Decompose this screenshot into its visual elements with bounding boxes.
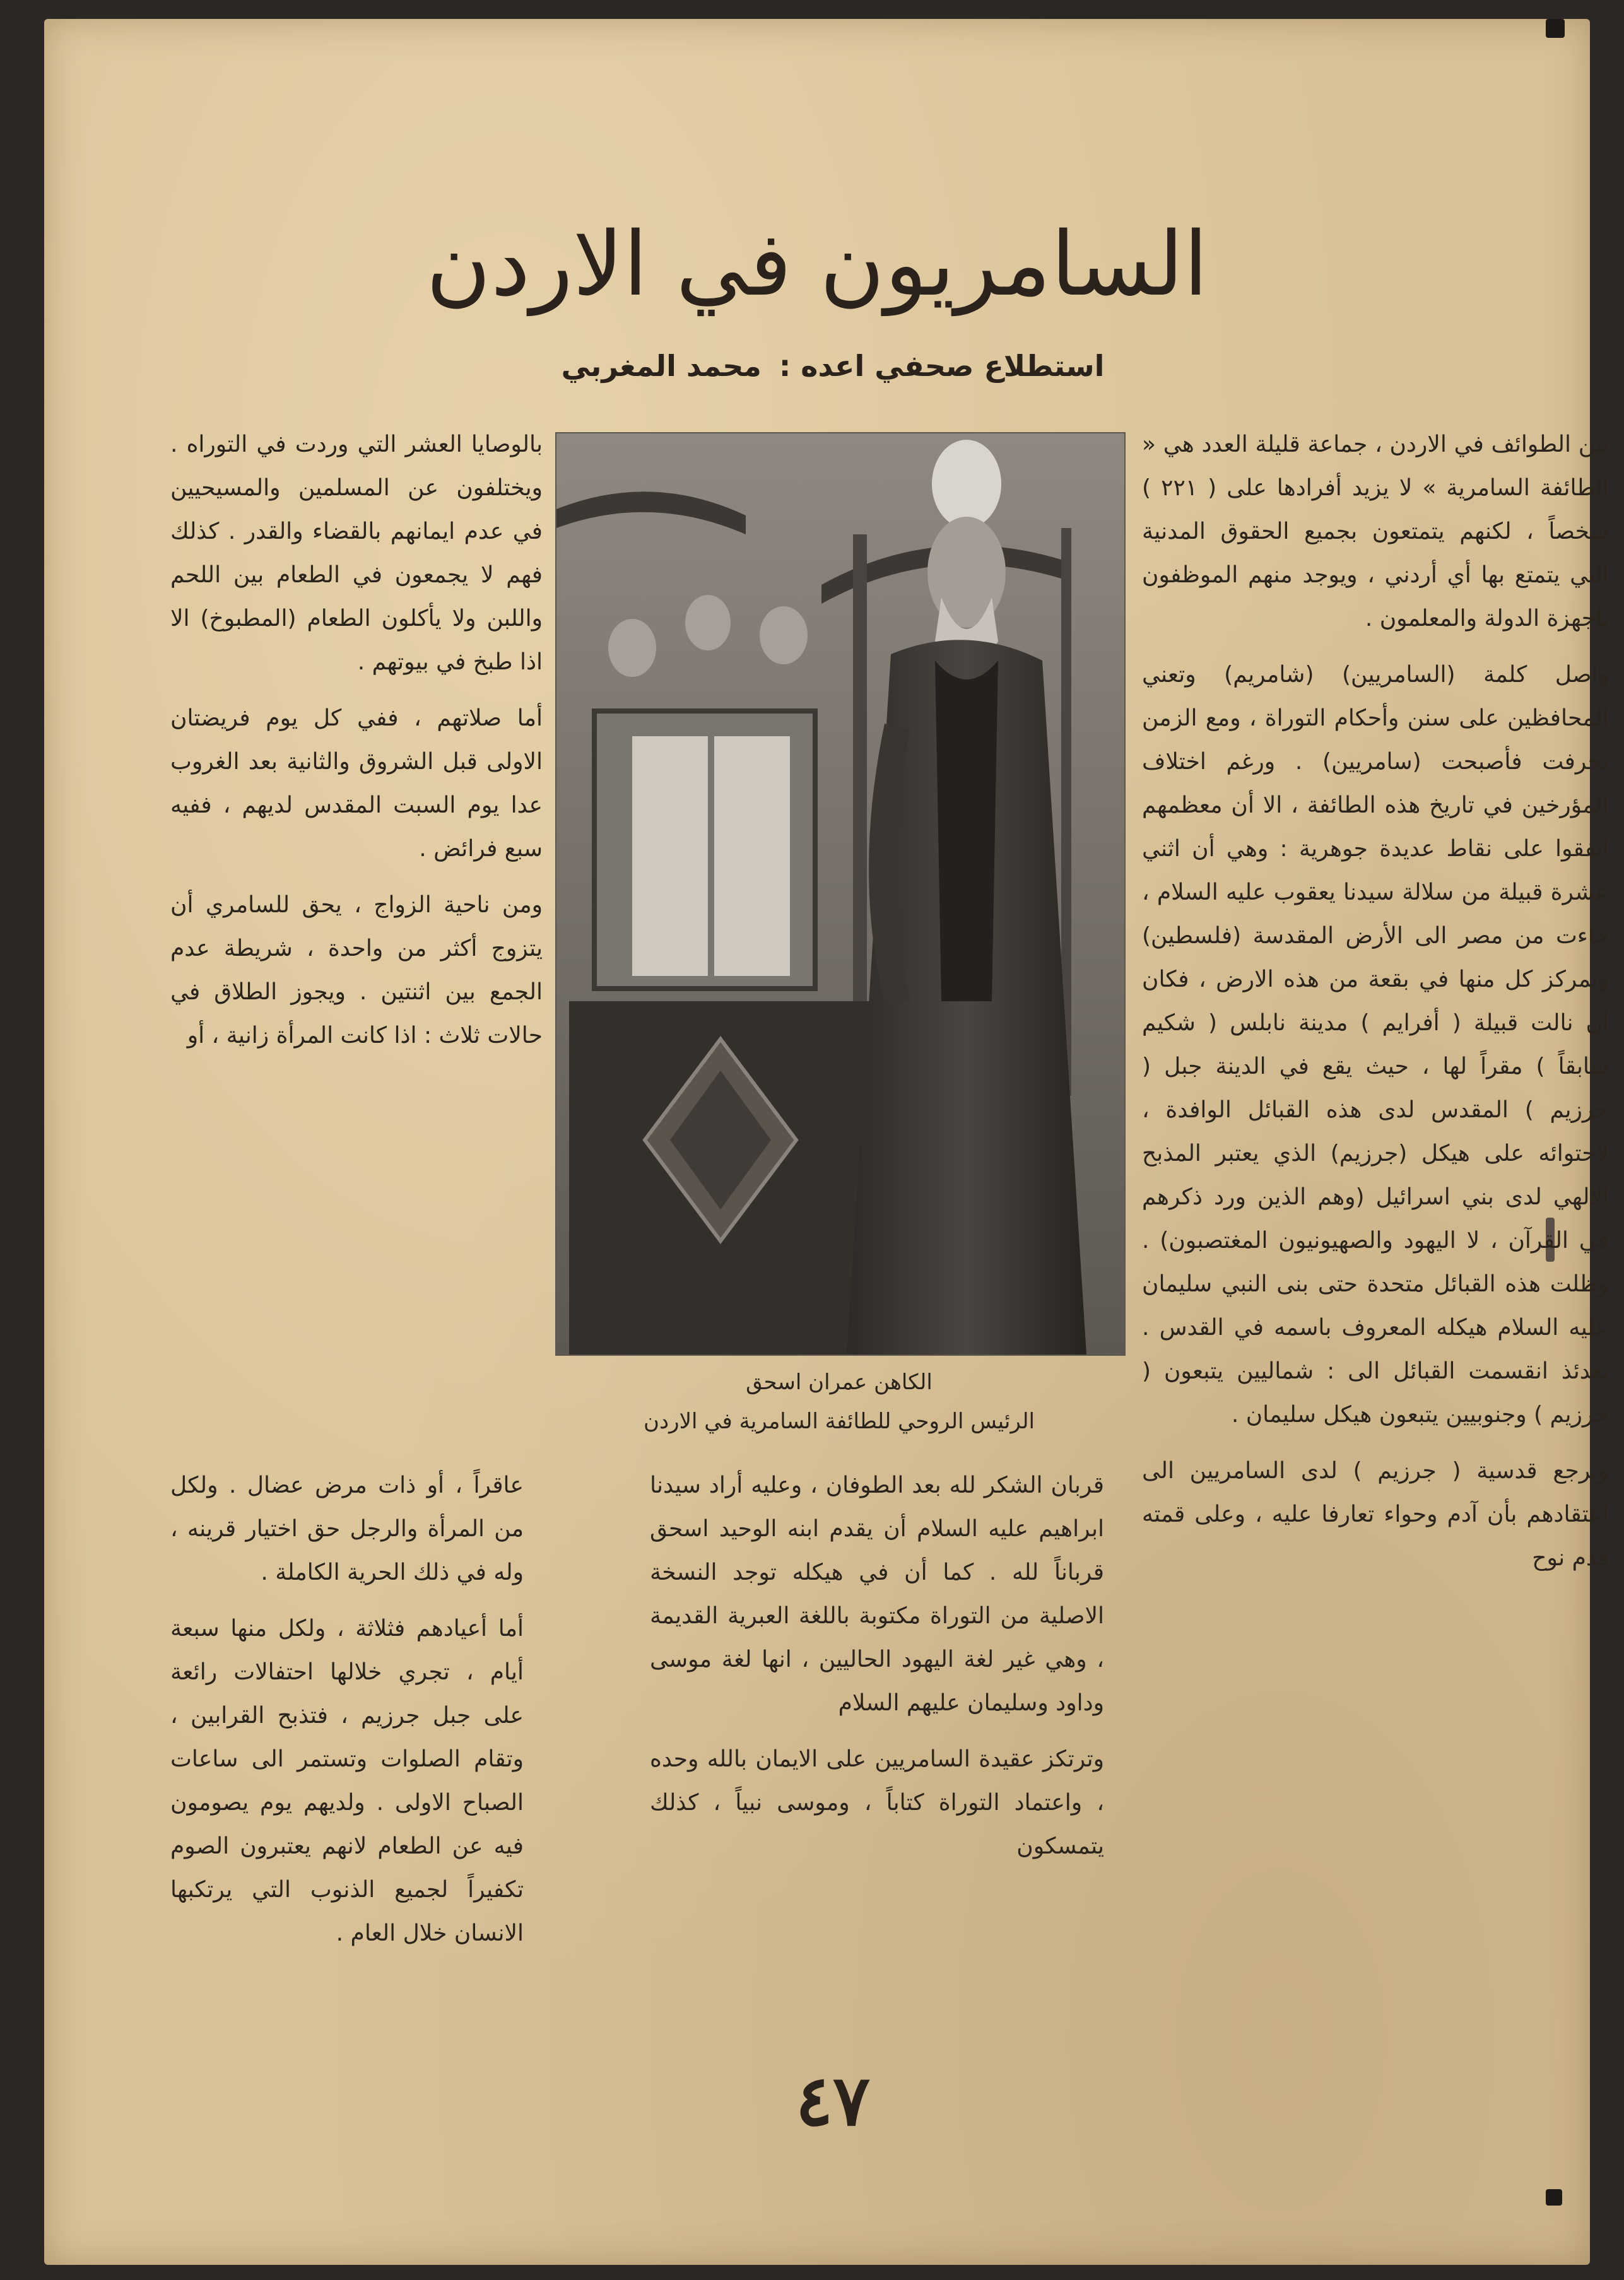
paragraph: أما صلاتهم ، ففي كل يوم فريضتان الاولى قبل الشروق والثانية بعد الغروب عدا يوم السبت المقدس لديهم ، ففيه سبع فرائض .: [170, 705, 543, 862]
paragraph: واصل كلمة (السامريين) (شامريم) وتعني المحافظين على سنن وأحكام التوراة ، ومع الزمن تحرفت فأصبحت (سامريين) . ورغم اختلاف المؤرخين في تاريخ هذه الطائفة ، الا أن معظمهم اتفقوا على نقاط عديدة جوهرية : وهي أن اثني عشرة قبيلة من سلالة سيدنا يعقوب عليه السلام ، جاءت من مصر الى الأرض المقدسة (فلسطين) وتمركز كل منها في بقعة من هذه الارض ، فكان أن نالت قبيلة ( أفرايم ) مدينة نابلس ( شكيم سابقاً ) مقراً لها ، حيث يقع في الدينة جبل ( جرزيم ) المقدس لدى هذه القبائل الوافدة ، لاحتوائه على هيكل (جرزيم) الذي يعتبر المذبح الالهي لدى بني اسرائيل (وهم الذين ورد ذكرهم في القرآن ، لا اليهود والصهيونيون المغتصبون) . وظلت هذه القبائل متحدة حتى بنى النبي سليمان عليه السلام هيكله المعروف باسمه في القدس . بعدئذ انقسمت القبائل الى : شماليين يتبعون ( جرزيم ) وجنوبيين يتبعون هيكل سليمان .: [1142, 662, 1609, 1428]
paragraph: بالوصايا العشر التي وردت في التوراه . ويختلفون عن المسلمين والمسيحيين في عدم ايمانهم بالقضاء والقدر . كذلك فهم لا يجمعون في الطعام بين اللحم واللبن ولا يأكلون الطعام (المطبوخ) الا اذا طبخ في بيوتهم .: [170, 432, 543, 675]
caption-name: الكاهن عمران اسحق: [746, 1370, 933, 1395]
article-title: السامريون في الاردن: [426, 213, 1208, 316]
paragraph: وترجع قدسية ( جرزيم ) لدى السامريين الى اعتقادهم بأن آدم وحواء تعارفا عليه ، وعلى قمته قدم نوح: [1142, 1458, 1609, 1571]
paragraph: قربان الشكر لله بعد الطوفان ، وعليه أراد سيدنا ابراهيم عليه السلام أن يقدم ابنه الوحيد اسحق قرباناً لله . كما أن في هيكله توجد النسخة الاصلية من التوراة مكتوبة باللغة العبرية القديمة ، وهي غير لغة اليهود الحاليين ، انها لغة موسى وداود وسليمان عليهم السلام: [650, 1472, 1104, 1716]
text-column-left-lower: [170, 1464, 524, 2057]
paragraph: بين الطوائف في الاردن ، جماعة قليلة العدد هي « الطائفة السامرية » لا يزيد أفرادها على ( ٢٢١ ) شخصاً ، لكنهم يتمتعون بجميع الحقوق المدنية التي يتمتع بها أي أردني ، ويوجد منهم الموظفون بأجهزة الدولة والمعلمون .: [1142, 432, 1609, 632]
paragraph: أما أعيادهم فثلاثة ، ولكل منها سبعة أيام ، تجري خلالها احتفالات رائعة على جبل جرزيم ، فتذبح القرابين ، وتقام الصلوات وتستمر الى ساعات الصباح الاولى . ولديهم يوم يصومون فيه عن الطعام لانهم يعتبرون الصوم تكفيراً لجميع الذنوب التي يرتكبها الانسان خلال العام .: [170, 1616, 524, 1946]
binding-hole: [1546, 19, 1565, 38]
binding-hole: [1546, 2189, 1562, 2206]
paragraph: وترتكز عقيدة السامريين على الايمان بالله وحده ، واعتماد التوراة كتاباً ، وموسى نبياً ، كذلك يتمسكون: [650, 1746, 1104, 1859]
text-column-middle-lower: [650, 1464, 1104, 2057]
byline-author: محمد المغربي: [561, 349, 762, 383]
priest-photograph: [555, 432, 1126, 1356]
text-column-left: [170, 423, 543, 1432]
paragraph: ومن ناحية الزواج ، يحق للسامري أن يتزوج أكثر من واحدة ، شريطة عدم الجمع بين اثنتين . ويجوز الطلاق في حالات ثلاث : اذا كانت المرأة زانية ، أو: [170, 892, 543, 1049]
article-byline: [297, 341, 1369, 391]
byline-label: استطلاع صحفي اعده :: [779, 349, 1105, 383]
photo-caption: [555, 1363, 1123, 1445]
paragraph: عاقراً ، أو ذات مرض عضال . ولكل من المرأة والرجل حق اختيار قرينه ، وله في ذلك الحرية الكاملة .: [170, 1472, 524, 1585]
magazine-page: [44, 19, 1609, 2265]
text-column-right: [1142, 423, 1609, 2063]
page-number: ٤٧: [795, 2060, 871, 2141]
caption-role: الرئيس الروحي للطائفة السامرية في الاردن: [644, 1409, 1035, 1434]
